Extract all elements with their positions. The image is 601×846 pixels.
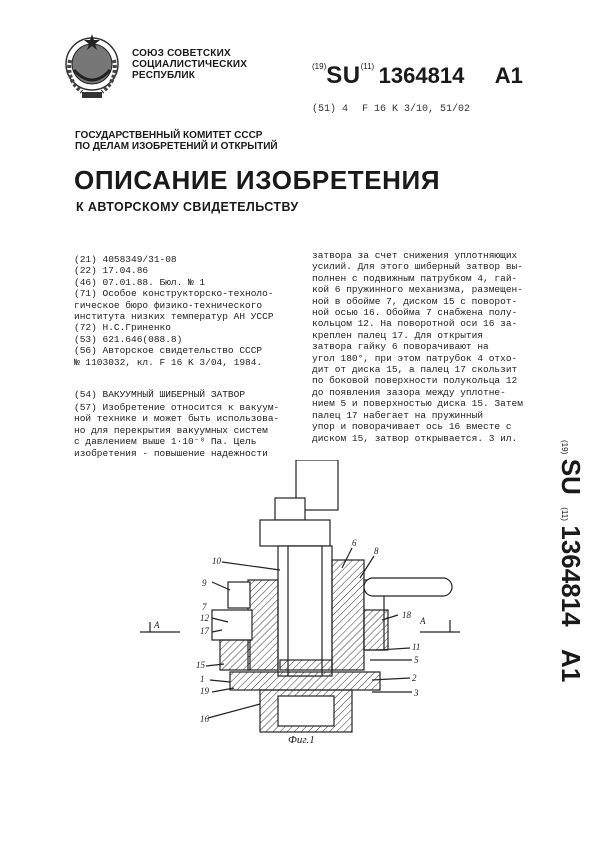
- abstract-column-right: [312, 250, 554, 444]
- ussr-emblem-icon: [60, 30, 124, 102]
- org-line: РЕСПУБЛИК: [132, 70, 196, 81]
- side-country: SU: [556, 458, 586, 495]
- abstract-line: с давлением выше 1·10⁻⁸ Па. Цель: [74, 436, 257, 448]
- section-label: A: [154, 620, 160, 630]
- page-title: ОПИСАНИЕ ИЗОБРЕТЕНИЯ: [74, 165, 441, 195]
- side-kind: A1: [556, 649, 586, 683]
- meta-line: (72) Н.С.Гриненко: [74, 322, 171, 334]
- side-code-19: (19): [560, 440, 569, 455]
- part-label: 1: [200, 674, 205, 684]
- country-name: [132, 48, 247, 81]
- technical-drawing: [120, 460, 480, 750]
- part-label: 18: [402, 610, 411, 620]
- org-line: СОЮЗ СОВЕТСКИХ: [132, 48, 231, 59]
- meta-line: института низких температур АН УССР: [74, 311, 274, 323]
- part-label: 16: [200, 714, 209, 724]
- meta-line: (22) 17.04.86: [74, 265, 149, 277]
- abstract-line: упор и поворачивает ось 16 вместе с: [312, 421, 512, 433]
- code-51: (51) 4: [312, 104, 349, 115]
- meta-line: № 1103032, кл. F 16 K 3/04, 1984.: [74, 356, 263, 368]
- side-patent-number: [552, 440, 586, 690]
- part-label: 5: [414, 655, 419, 665]
- invention-title: (54) ВАКУУМНЫЙ ШИБЕРНЫЙ ЗАТВОР: [74, 389, 246, 400]
- abstract-line: кольцом 12. На поворотной оси 16 за-: [312, 318, 518, 330]
- abstract-line: до появления зазора между уплотне-: [312, 386, 506, 398]
- abstract-line: ной технике и может быть использова-: [74, 413, 280, 425]
- ipc-classification: [312, 104, 470, 115]
- part-label: 7: [202, 602, 207, 612]
- abstract-line: диском 15, затвор открывается. 3 ил.: [312, 432, 518, 444]
- part-label: 9: [202, 578, 207, 588]
- abstract-line: палец 17 набегает на пружинный: [312, 409, 484, 421]
- part-label: 17: [200, 626, 209, 636]
- abstract-line: но для перекрытия вакуумных систем: [74, 424, 268, 436]
- committee-line: ПО ДЕЛАМ ИЗОБРЕТЕНИЙ И ОТКРЫТИЙ: [75, 141, 278, 152]
- page-subtitle: К АВТОРСКОМУ СВИДЕТЕЛЬСТВУ: [76, 200, 299, 214]
- abstract-line: затвора гайку 6 поворачивают на: [312, 341, 489, 353]
- committee-name: [75, 130, 278, 152]
- patent-number: 1364814: [378, 63, 465, 88]
- org-line: СОЦИАЛИСТИЧЕСКИХ: [132, 59, 248, 70]
- part-label: 10: [212, 556, 221, 566]
- meta-line: (56) Авторское свидетельство СССР: [74, 345, 263, 357]
- figure-caption: Фиг.1: [288, 734, 315, 746]
- kind-code: A1: [494, 63, 523, 88]
- abstract-line: (57) Изобретение относится к вакуум-: [74, 402, 280, 413]
- abstract-line: по боковой поверхности полукольца 12: [312, 375, 518, 387]
- code-19: (19): [312, 62, 327, 71]
- part-label: 19: [200, 686, 209, 696]
- abstract-column-left: [74, 402, 300, 459]
- side-code-11: (11): [560, 507, 569, 521]
- meta-line: гическое бюро физико-технического: [74, 299, 263, 311]
- abstract-line: нием 5 и поверхностью диска 15. Затем: [312, 398, 523, 410]
- abstract-line: изобретения - повышение надежности: [74, 447, 268, 459]
- abstract-line: угол 180°, при этом патрубок 4 отхо-: [312, 352, 518, 364]
- abstract-line: ной в обойме 7, диском 15 с поворот-: [312, 295, 518, 307]
- part-label: 3: [414, 688, 419, 698]
- part-label: 8: [374, 546, 379, 556]
- part-label: 2: [412, 673, 417, 683]
- ipc-code: F 16 K 3/10, 51/02: [362, 104, 471, 115]
- part-label: 11: [412, 642, 421, 652]
- meta-line: (53) 621.646(088.8): [74, 333, 183, 345]
- code-11: (11): [360, 62, 375, 71]
- meta-line: (71) Особое конструкторско-техноло-: [74, 288, 274, 300]
- abstract-line: дит от диска 15, а палец 17 скользит: [312, 364, 518, 376]
- part-label: 12: [200, 613, 209, 623]
- bibliographic-data: [74, 254, 300, 368]
- abstract-line: ной осью 16. Обойма 7 снабжена полу-: [312, 307, 518, 319]
- patent-number-line: [312, 62, 523, 90]
- meta-line: (46) 07.01.88. Бюл. № 1: [74, 276, 206, 288]
- part-label: 6: [352, 538, 357, 548]
- section-label: A: [420, 616, 426, 626]
- side-number: 1364814: [556, 525, 586, 627]
- abstract-line: затвора за счет снижения уплотняющих: [312, 250, 518, 261]
- part-label: 15: [196, 660, 205, 670]
- country-code: SU: [326, 62, 361, 89]
- meta-line: (21) 4058349/31-08: [74, 254, 177, 265]
- abstract-line: полнен с подвижным патрубком 4, гай-: [312, 272, 518, 284]
- abstract-line: кой 6 пружинного механизма, размещен-: [312, 284, 523, 296]
- abstract-line: креплен палец 17. Для открытия: [312, 329, 484, 341]
- committee-line: ГОСУДАРСТВЕННЫЙ КОМИТЕТ СССР: [75, 130, 263, 141]
- abstract-line: усилий. Для этого шиберный затвор вы-: [312, 261, 523, 273]
